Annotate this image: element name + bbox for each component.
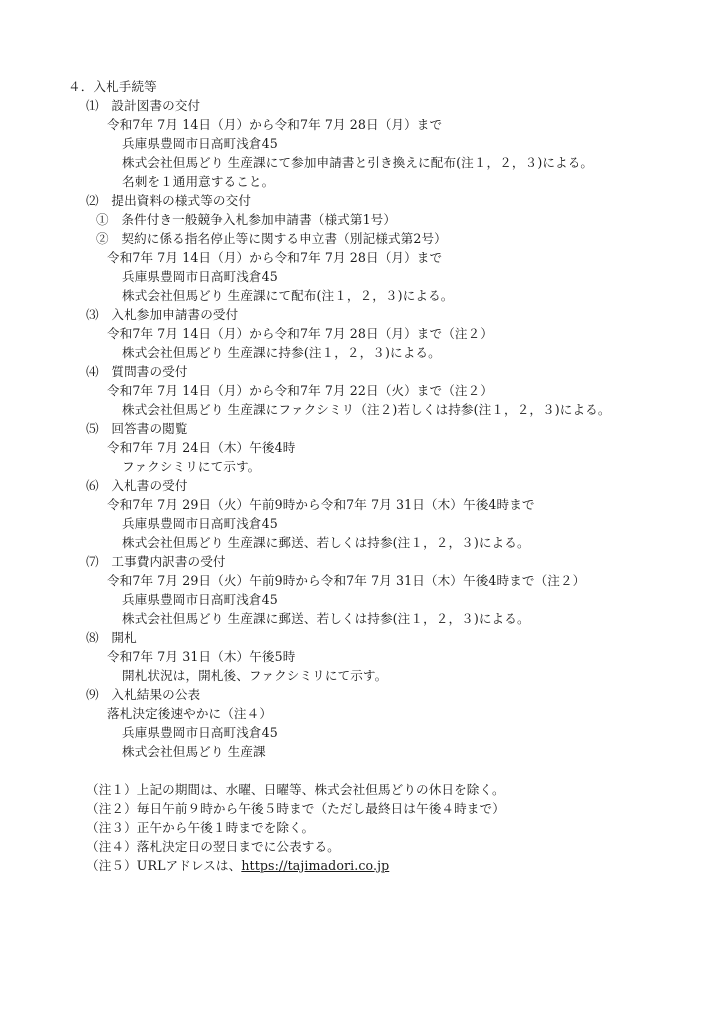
item-7-address: 兵庫県豊岡市日高町浅倉45	[122, 592, 278, 607]
item-1-period: 令和7年 7月 14日（月）から令和7年 7月 28日（月）まで	[107, 117, 443, 132]
item-3-title: ⑶ 入札参加申請書の受付	[86, 307, 239, 322]
item-1-title: ⑴ 設計図書の交付	[86, 98, 201, 113]
item-9-place: 株式会社但馬どり 生産課	[122, 744, 266, 759]
item-6-method: 株式会社但馬どり 生産課に郵送、若しくは持参(注１，２，３)による。	[122, 535, 530, 550]
item-8-datetime: 令和7年 7月 31日（木）午後5時	[107, 649, 296, 664]
item-9-address: 兵庫県豊岡市日高町浅倉45	[122, 725, 278, 740]
item-3-method: 株式会社但馬どり 生産課に持参(注１，２，３)による。	[122, 345, 441, 360]
note-1: （注１）上記の期間は、水曜、日曜等、株式会社但馬どりの休日を除く。	[86, 782, 505, 797]
item-5-title: ⑸ 回答書の閲覧	[86, 421, 188, 436]
item-2-title: ⑵ 提出資料の様式等の交付	[86, 193, 252, 208]
item-2-subitem-2: ② 契約に係る指名停止等に関する申立書（別記様式第2号）	[96, 231, 447, 246]
url-link[interactable]: https://tajimadori.co.jp	[241, 858, 390, 873]
item-2-method: 株式会社但馬どり 生産課にて配布(注１，２，３)による。	[122, 288, 454, 303]
item-2-subitem-1: ① 条件付き一般競争入札参加申請書（様式第1号）	[96, 212, 397, 227]
note-3: （注３）正午から午後１時までを除く。	[86, 820, 315, 835]
item-4-title: ⑷ 質問書の受付	[86, 364, 188, 379]
item-1-method: 株式会社但馬どり 生産課にて参加申請書と引き換えに配布(注１，２，３)による。	[122, 155, 594, 170]
note-5	[86, 857, 389, 875]
item-8-title: ⑻ 開札	[86, 630, 137, 645]
note-2: （注２）毎日午前９時から午後５時まで（ただし最終日は午後４時まで）	[86, 801, 505, 816]
item-5-datetime: 令和7年 7月 24日（木）午後4時	[107, 440, 296, 455]
item-3-period: 令和7年 7月 14日（月）から令和7年 7月 28日（月）まで（注２）	[107, 326, 493, 341]
item-1-address: 兵庫県豊岡市日高町浅倉45	[122, 136, 278, 151]
item-7-method: 株式会社但馬どり 生産課に郵送、若しくは持参(注１，２，３)による。	[122, 611, 530, 626]
item-4-period: 令和7年 7月 14日（月）から令和7年 7月 22日（火）まで（注２）	[107, 383, 493, 398]
item-7-title: ⑺ 工事費内訳書の受付	[86, 554, 226, 569]
item-9-title: ⑼ 入札結果の公表	[86, 687, 201, 702]
item-6-title: ⑹ 入札書の受付	[86, 478, 188, 493]
note-5-prefix: （注５）URLアドレスは、	[86, 858, 242, 873]
item-2-address: 兵庫県豊岡市日高町浅倉45	[122, 269, 278, 284]
item-5-method: ファクシミリにて示す。	[122, 459, 261, 474]
item-9-timing: 落札決定後速やかに（注４）	[107, 706, 273, 721]
item-1-note: 名刺を１通用意すること。	[122, 174, 275, 189]
item-2-period: 令和7年 7月 14日（月）から令和7年 7月 28日（月）まで	[107, 250, 443, 265]
item-7-period: 令和7年 7月 29日（火）午前9時から令和7年 7月 31日（木）午後4時まで（注２）	[107, 573, 586, 588]
item-6-period: 令和7年 7月 29日（火）午前9時から令和7年 7月 31日（木）午後4時まで	[107, 497, 535, 512]
item-4-method: 株式会社但馬どり 生産課にファクシミリ（注２)若しくは持参(注１，２，３)による。	[122, 402, 611, 417]
note-4: （注４）落札決定日の翌日までに公表する。	[86, 839, 340, 854]
item-8-method: 開札状況は，開札後、ファクシミリにて示す。	[122, 668, 388, 683]
item-6-address: 兵庫県豊岡市日高町浅倉45	[122, 516, 278, 531]
section-heading: ４．入札手続等	[68, 79, 157, 94]
